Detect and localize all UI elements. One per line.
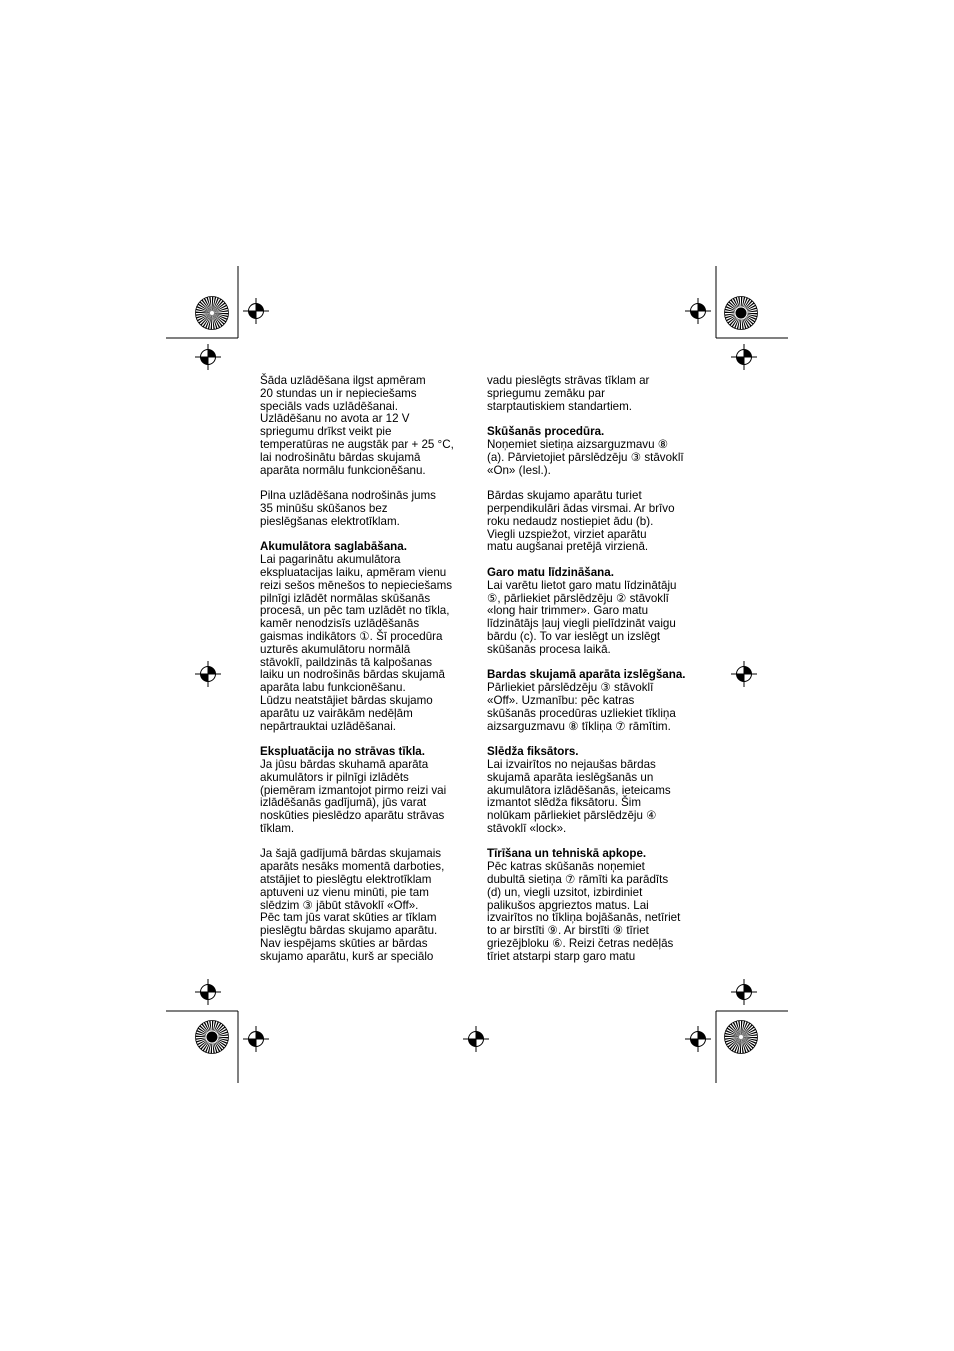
paragraph-mains-operation: Ja jūsu bārdas skuhamā aparāta akumulātors ir pilnīgi izlādēts (piemēram izmantojot pirmo reizi vai izlādēšanās gadījumā), jūs varat noskūties pieslēdzo aparātu strāvas tīklam. (260, 757, 447, 835)
registration-mark-icon (685, 298, 711, 324)
registration-mark-icon (731, 661, 757, 687)
paragraph-charging-duration: Šāda uzlādēšana ilgst apmēram 20 stundas un ir nepieciešams speciāls vads uzlādēšanai. Uzlādēšanu no avota ar 12 V spriegumu drīkst veikt pie temperatūras ne augstāk par + 25 °C, lai nodrošinātu bārdas skujamā aparāta normālu funkcionēšanu. (260, 374, 454, 477)
registration-mark-icon (685, 1026, 711, 1052)
registration-mark-icon (731, 979, 757, 1005)
registration-mark-icon (731, 344, 757, 370)
paragraph-switching-off: Pārliekiet pārslēdzēju ③ stāvoklī «Off». Uzmanību: pēc katras skūšanās procedūras uzliekiet tīkliņa aizsarguzmavu ⑧ tīkliņa ⑦ rāmītim. (487, 681, 676, 733)
heading-long-hair-trimmer: Garo matu līdzināšana. (487, 565, 614, 579)
heading-battery-care: Akumulātora saglabāšana. (260, 540, 407, 554)
registration-mark-icon (195, 344, 221, 370)
paragraph-shaving-procedure: Noņemiet sietiņa aizsarguzmavu ⑧ (a). Pārvietojiet pārslēdzēju ③ stāvoklī «On» (Iesl.). (487, 437, 684, 477)
paragraph-long-hair-trimmer: Lai varētu lietot garo matu līdzinātāju ⑤, pārliekiet pārslēdzēju ② stāvoklī «long hair trimmer». Garo matu līdzinātājs ļauj viegli pielīdzināt vaigu bārdu (c). To var ieslēgt un izslēgt skūšanās procesa laikā. (487, 578, 677, 656)
registration-mark-icon (463, 1026, 489, 1052)
starburst-target-icon (196, 1021, 229, 1054)
starburst-target-icon (725, 1021, 758, 1054)
heading-mains-operation: Ekspluatācija no strāvas tīkla. (260, 745, 425, 759)
registration-mark-icon (195, 661, 221, 687)
starburst-target-icon (196, 297, 229, 330)
registration-mark-icon (243, 298, 269, 324)
registration-mark-icon (195, 979, 221, 1005)
paragraph-mains-continued: vadu pieslēgts strāvas tīklam ar spriegumu zemāku par starptautiskiem standartiem. (487, 374, 650, 413)
left-column (260, 375, 468, 964)
paragraph-full-charge: Pilna uzlādēšana nodrošinās jums 35 minūšu skūšanos bez pieslēgšanas elektrotīklam. (260, 489, 436, 528)
heading-switch-lock: Slēdža fiksātors. (487, 745, 579, 759)
paragraph-switch-lock: Lai izvairītos no nejaušas bārdas skujamā aparāta ieslēgšanās un akumulātora izlādēšanās, ieteicams izmantot slēdža fiksātoru. Šim nolūkam pārliekiet pārslēdzēju ④ stāvoklī «lock». (487, 757, 671, 835)
starburst-target-icon (725, 297, 758, 330)
heading-shaving-procedure: Skūšanās procedūra. (487, 425, 605, 439)
paragraph-mains-operation-2: Ja šajā gadījumā bārdas skujamais aparāts nesāks momentā darboties, atstājiet to pieslēgtu elektrotīklam aptuveni uz vienu minūti, pie tam slēdzim ③ jābūt stāvoklī «Off». Pēc tam jūs varat skūties ar tīklam pieslēgtu bārdas skujamo aparātu. Nav iespējams skūties ar bārdas skujamo aparātu, kurš ar speciālo (260, 847, 445, 963)
paragraph-battery-care: Lai pagarinātu akumulātora ekspluatacijas laiku, apmēram vienu reizi sešos mēnešos to nepieciešams pilnīgi izlādēt normālas skūšanās procesā, un pēc tam uzlādēt no tīkla, kamēr nenodzisīs uzlādēšanās gaismas indikātors ①. Šī procedūra uzturēs akumulātoru normālā stāvoklī, paildzinās tā kalpošanas laiku un nodrošinās bārdas skujamā aparāta labu funkcionēšanu. Lūdzu neatstājiet bārdas skujamo aparātu uz vairākām nedēļām nepārtrauktai uzlādēšanai. (260, 553, 453, 733)
right-column (487, 375, 695, 964)
registration-mark-icon (243, 1026, 269, 1052)
heading-cleaning: Tīrīšana un tehniskā apkope. (487, 847, 647, 861)
heading-switching-off: Bardas skujamā aparāta izslēgšana. (487, 668, 686, 682)
paragraph-cleaning: Pēc katras skūšanās noņemiet dubultā sietiņa ⑦ rāmīti ka parādīts (d) un, viegli uzsitot, izbirdiniet palikušos apgrieztos matus. Lai izvairītos no tīkliņa bojāšanās, netīriet to ar birstīti ⑨. Ar birstīti ⑨ tīriet griezējbloku ⑥. Reizi četras nedēļās tīriet atstarpi starp garo matu (487, 860, 681, 963)
paragraph-shaving-technique: Bārdas skujamo aparātu turiet perpendikulāri ādas virsmai. Ar brīvo roku nedaudz nostiepiet ādu (b). Viegli uzspiežot, virziet aparātu matu augšanai pretējā virzienā. (487, 489, 675, 554)
